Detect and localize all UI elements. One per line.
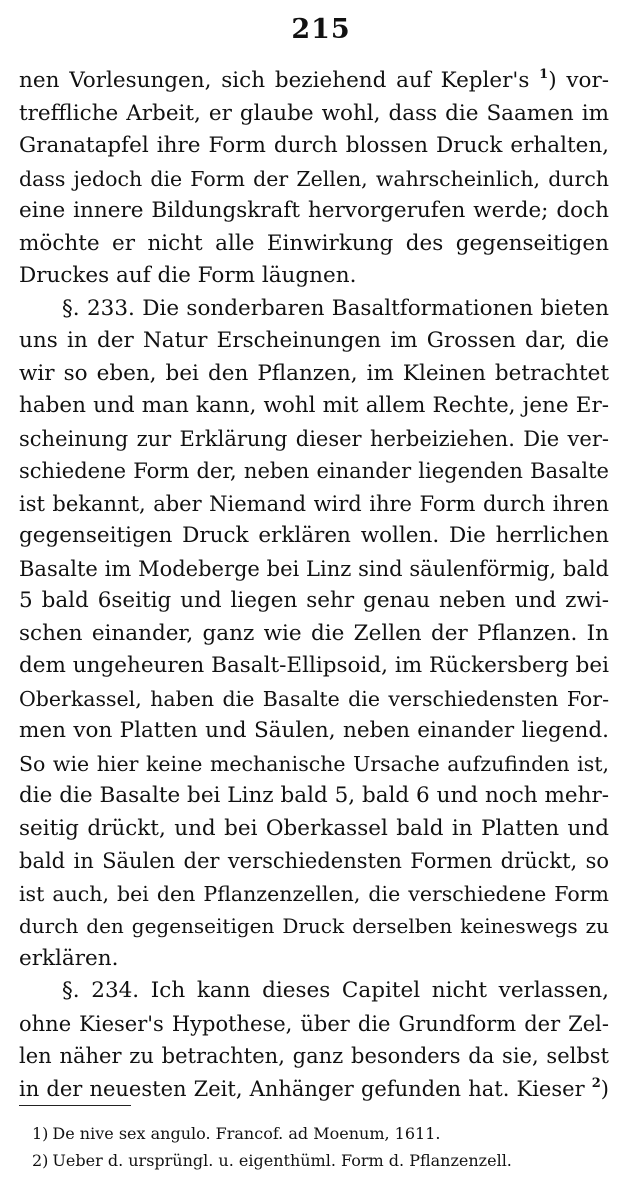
text-line-22: So wie hier keine mechanische Ursache aufzufinden ist, xyxy=(19,751,609,776)
text-line-19: dem ungeheuren Basalt-Ellipsoid, im Rückersberg bei xyxy=(19,653,609,678)
text-line-11: haben und man kann, wohl mit allem Rechte, jene Er- xyxy=(19,393,609,418)
footnote-divider xyxy=(19,1105,131,1106)
footnote-mark-2: 2) xyxy=(32,1151,49,1170)
footnote-ref-2: 2 xyxy=(591,1075,601,1091)
text-line-23: die die Basalte bei Linz bald 5, bald 6 und noch mehr- xyxy=(19,783,609,808)
text-line-13: schiedene Form der, neben einander liegenden Basalte xyxy=(19,459,609,483)
section-234-start: §. 234. Ich kann dieses Capitel nicht verlassen, xyxy=(62,978,609,1003)
text-line-24: seitig drückt, und bei Oberkassel bald in Platten und xyxy=(19,815,609,841)
text-line-26: ist auch, bei den Pflanzenzellen, die verschiedene Form xyxy=(19,881,609,906)
text-line-15: gegenseitigen Druck erklären wollen. Die herrlichen xyxy=(19,523,609,548)
text-line-21: men von Platten und Säulen, neben einander liegend. xyxy=(19,718,609,743)
text-line-18: schen einander, ganz wie die Zellen der Pflanzen. In xyxy=(19,620,609,646)
text-line-20: Oberkassel, haben die Basalte die verschiedensten For- xyxy=(19,686,609,711)
text-line-31: len näher zu betrachten, ganz besonders da sie, selbst xyxy=(19,1044,609,1068)
footnote-ref-1: 1 xyxy=(539,67,549,82)
text-line-27: durch den gegenseitigen Druck derselben keineswegs zu xyxy=(19,914,609,938)
page-number: 215 xyxy=(291,14,351,45)
section-233-start: §. 233. Die sonderbaren Basaltformationen bieten xyxy=(62,295,609,321)
text-line-17: 5 bald 6seitig und liegen sehr genau neben und zwi- xyxy=(19,588,609,613)
text-line-4: dass jedoch die Form der Zellen, wahrscheinlich, durch xyxy=(19,166,609,191)
text-line-9: uns in der Natur Erscheinungen im Grossen dar, die xyxy=(19,328,609,353)
body-text xyxy=(19,65,609,1105)
text-line-1: nen Vorlesungen, sich beziehend auf Kepler's $^1$) vor- xyxy=(19,67,609,93)
text-line-32: in der neuesten Zeit, Anhänger gefunden hat. Kieser $^2$) xyxy=(19,1075,609,1101)
text-line-12: scheinung zur Erklärung dieser herbeiziehen. Die ver- xyxy=(19,426,609,451)
text-line-2: treffliche Arbeit, er glaube wohl, dass die Saamen im xyxy=(19,100,609,126)
text-line-16: Basalte im Modeberge bei Linz sind säulenförmig, bald xyxy=(19,556,609,581)
text-line-7: Druckes auf die Form läugnen. xyxy=(19,263,357,288)
text-line-10: wir so eben, bei den Pflanzen, im Kleinen betrachtet xyxy=(19,360,609,386)
text-line-25: bald in Säulen der verschiedensten Formen drückt, so xyxy=(19,849,609,873)
text-line-28: erklären. xyxy=(19,945,119,971)
footnote-2: 2) Ueber d. ursprüngl. u. eigenthüml. Form d. Pflanzenzell. xyxy=(32,1151,512,1170)
text-line-14: ist bekannt, aber Niemand wird ihre Form durch ihren xyxy=(19,491,609,516)
text-line-3: Granatapfel ihre Form durch blossen Druck erhalten, xyxy=(19,133,609,158)
text-line-6: möchte er nicht alle Einwirkung des gegenseitigen xyxy=(19,230,609,256)
text-line-5: eine innere Bildungskraft hervorgerufen werde; doch xyxy=(19,198,609,223)
text-line-30: ohne Kieser's Hypothese, über die Grundform der Zel- xyxy=(19,1011,609,1036)
footnote-1: 1) De nive sex angulo. Francof. ad Moenum, 1611. xyxy=(32,1124,441,1143)
footnotes xyxy=(32,1120,622,1174)
footnote-mark-1: 1) xyxy=(32,1124,49,1143)
